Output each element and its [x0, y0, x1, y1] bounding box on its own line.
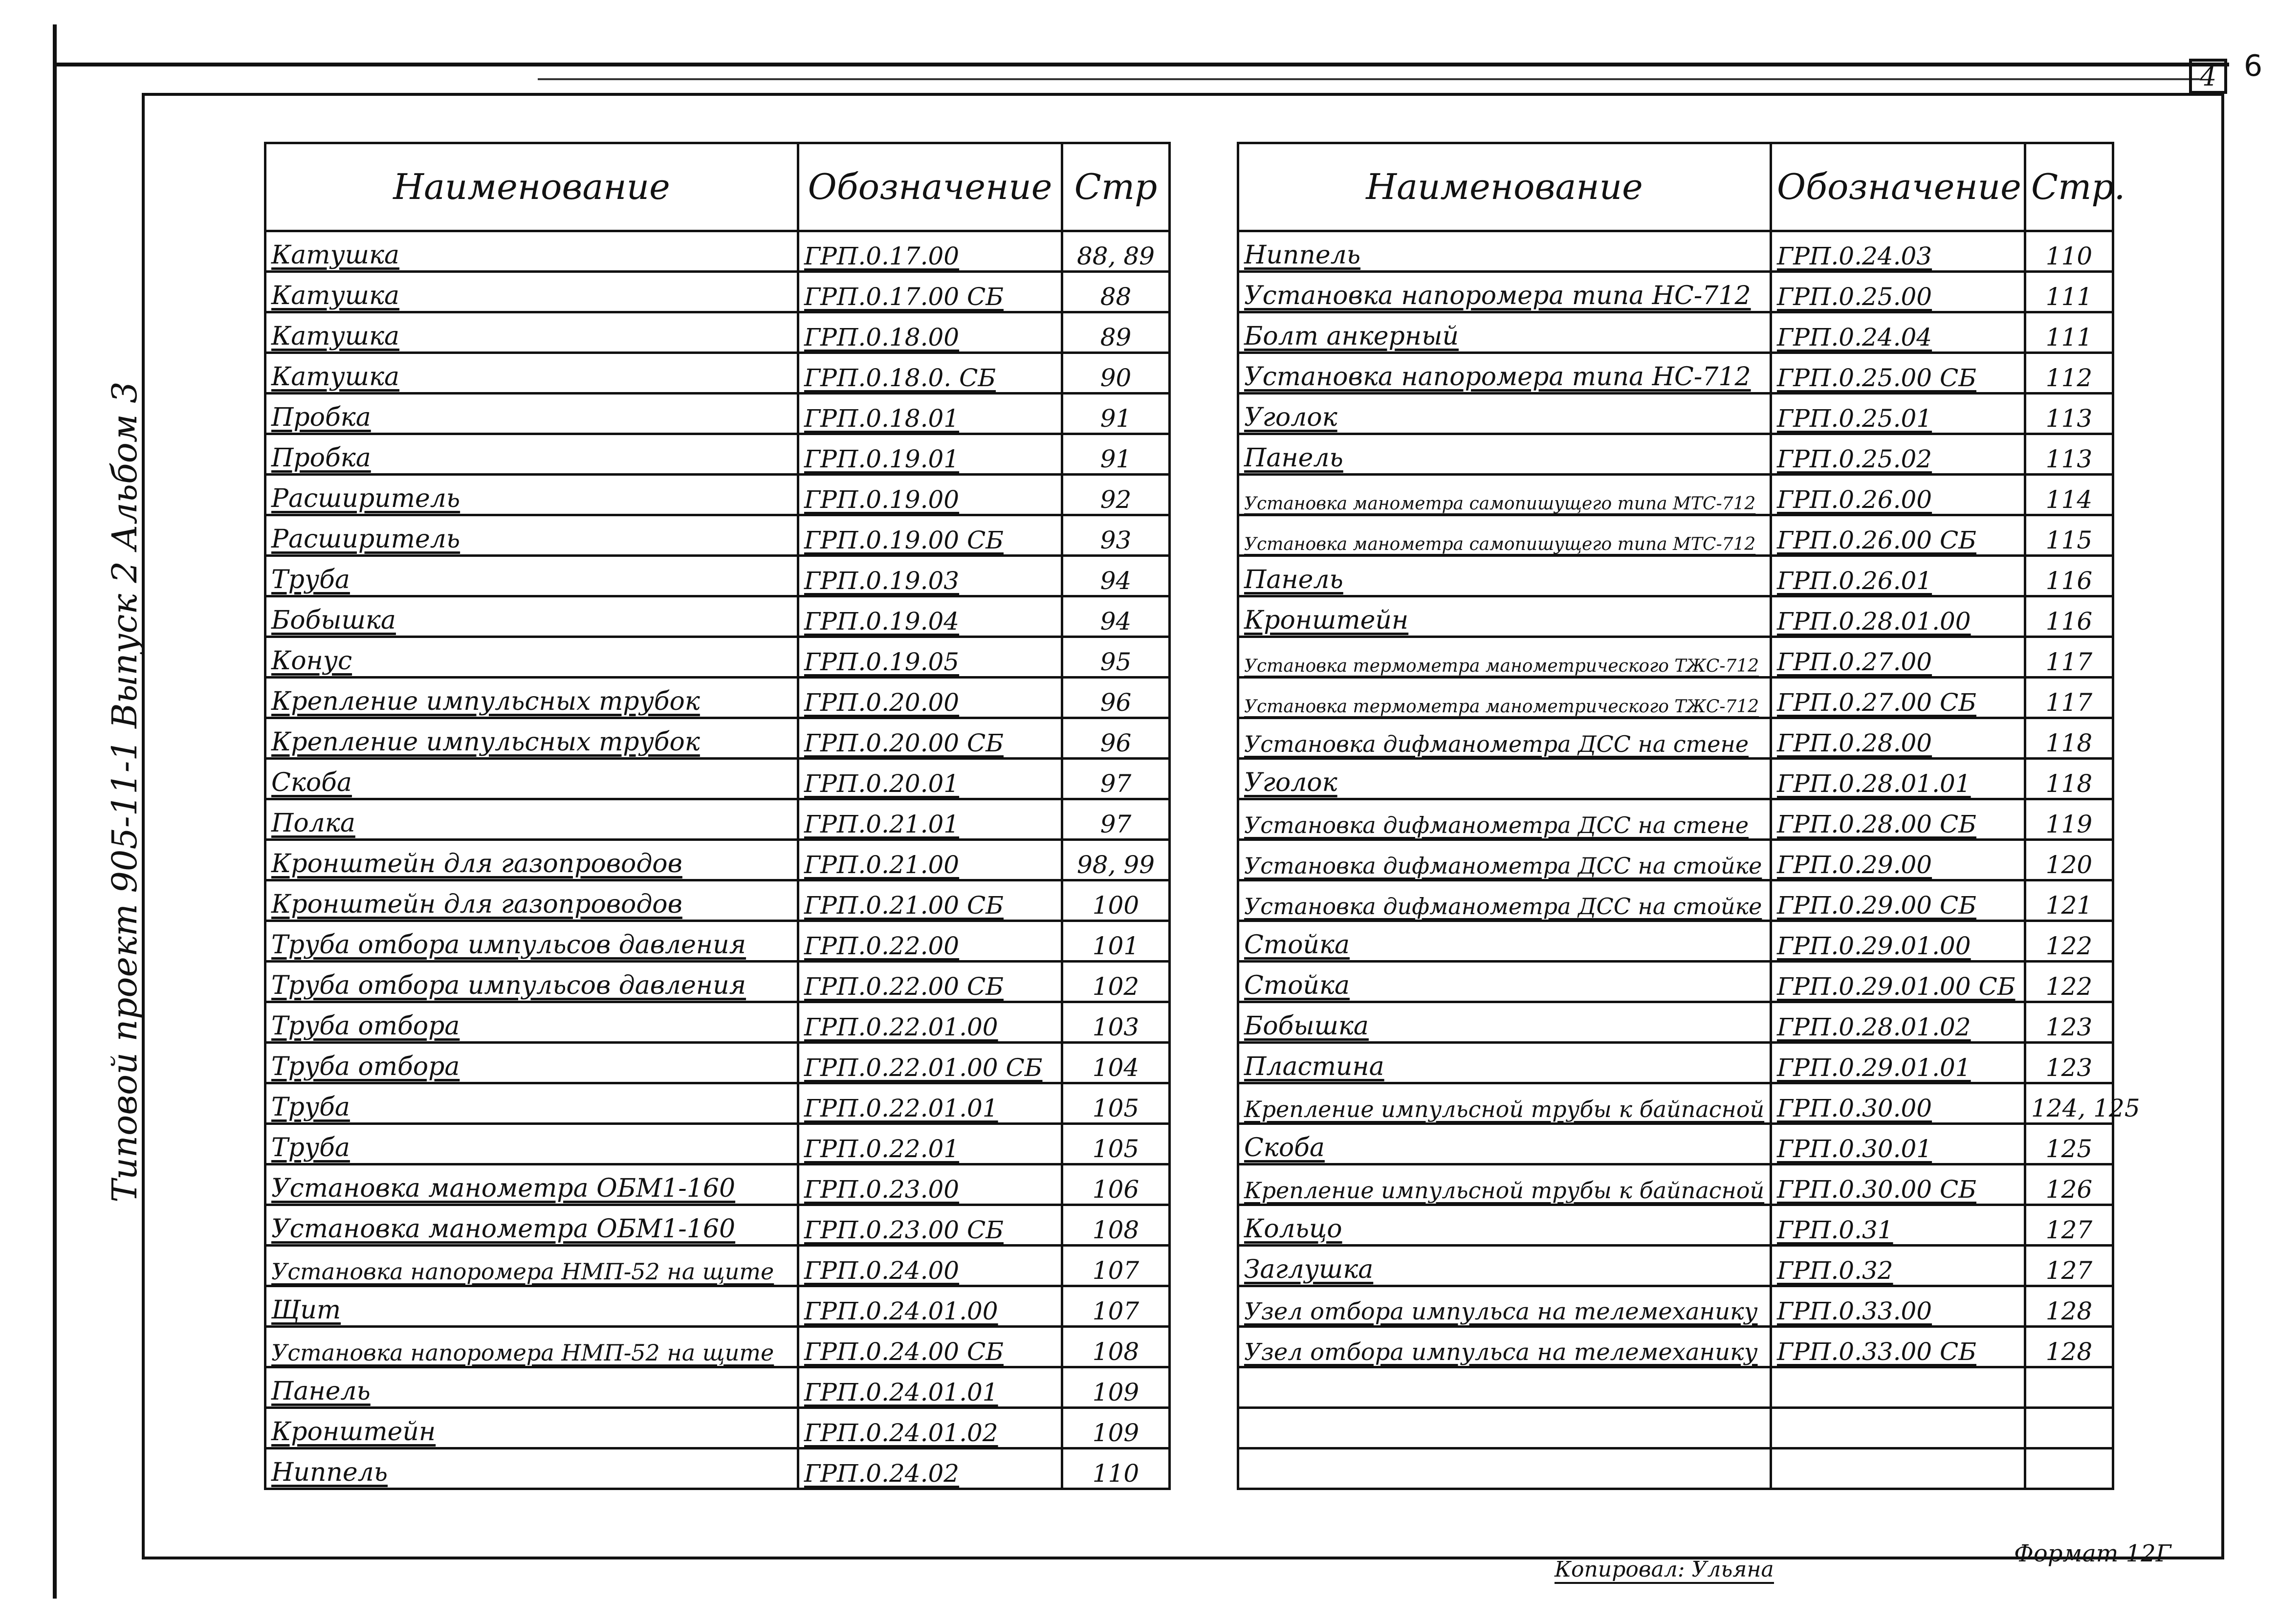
row-code: ГРП.0.18.0. СБ	[798, 353, 1062, 394]
row-name: Пробка	[265, 394, 798, 434]
row-name: Установка термометра манометрического ТЖС-712	[1238, 637, 1771, 678]
row-code: ГРП.0.33.00 СБ	[1771, 1327, 2025, 1367]
row-code: ГРП.0.30.00	[1771, 1083, 2025, 1124]
row-page: 128	[2025, 1327, 2113, 1367]
left-border-line	[53, 24, 57, 1599]
row-page: 111	[2025, 272, 2113, 312]
row-name: Установка дифманометра ДСС на стене	[1238, 718, 1771, 759]
row-page: 127	[2025, 1246, 2113, 1286]
row-name: Бобышка	[265, 596, 798, 637]
table-row	[1238, 962, 2113, 1002]
row-code: ГРП.0.24.00 СБ	[798, 1327, 1062, 1367]
row-code: ГРП.0.19.00 СБ	[798, 515, 1062, 556]
row-page: 108	[1062, 1205, 1170, 1246]
row-code: ГРП.0.29.01.01	[1771, 1043, 2025, 1083]
row-name: Панель	[1238, 434, 1771, 475]
row-code: ГРП.0.25.01	[1771, 394, 2025, 434]
row-page	[2025, 1408, 2113, 1448]
table-row	[1238, 596, 2113, 637]
row-code	[1771, 1408, 2025, 1448]
row-page: 97	[1062, 799, 1170, 840]
row-page: 94	[1062, 556, 1170, 596]
row-name: Болт анкерный	[1238, 312, 1771, 353]
row-code: ГРП.0.25.00	[1771, 272, 2025, 312]
table-row	[265, 515, 1170, 556]
row-code: ГРП.0.24.00	[798, 1246, 1062, 1286]
row-code: ГРП.0.26.01	[1771, 556, 2025, 596]
row-code: ГРП.0.24.03	[1771, 231, 2025, 272]
table-row	[1238, 1408, 2113, 1448]
row-code: ГРП.0.30.00 СБ	[1771, 1164, 2025, 1205]
row-code: ГРП.0.24.01.01	[798, 1367, 1062, 1408]
row-page: 106	[1062, 1164, 1170, 1205]
row-name: Кольцо	[1238, 1205, 1771, 1246]
row-name: Бобышка	[1238, 1002, 1771, 1043]
table-row	[265, 880, 1170, 921]
row-page: 98, 99	[1062, 840, 1170, 880]
row-code: ГРП.0.19.05	[798, 637, 1062, 678]
row-page: 122	[2025, 921, 2113, 962]
left-spec-table	[264, 142, 1171, 1490]
row-name: Катушка	[265, 312, 798, 353]
table-row	[1238, 1205, 2113, 1246]
row-name: Панель	[265, 1367, 798, 1408]
row-code: ГРП.0.32	[1771, 1246, 2025, 1286]
table-row	[1238, 1448, 2113, 1489]
row-name: Труба отбора	[265, 1043, 798, 1083]
table-row	[265, 637, 1170, 678]
row-name: Ниппель	[265, 1448, 798, 1489]
row-page: 101	[1062, 921, 1170, 962]
row-code: ГРП.0.18.01	[798, 394, 1062, 434]
row-name: Установка напоромера типа НС-712	[1238, 272, 1771, 312]
row-code: ГРП.0.21.01	[798, 799, 1062, 840]
row-name: Установка напоромера НМП-52 на щите	[265, 1327, 798, 1367]
row-code: ГРП.0.19.03	[798, 556, 1062, 596]
row-name: Установка термометра манометрического ТЖС-712	[1238, 678, 1771, 718]
row-name: Кронштейн	[1238, 596, 1771, 637]
row-code: ГРП.0.19.01	[798, 434, 1062, 475]
row-name: Установка манометра самопишущего типа МТС-712	[1238, 475, 1771, 515]
row-name: Щит	[265, 1286, 798, 1327]
table-row	[265, 394, 1170, 434]
row-page: 127	[2025, 1205, 2113, 1246]
row-page: 88, 89	[1062, 231, 1170, 272]
row-code	[1771, 1448, 2025, 1489]
row-name: Крепление импульсной трубы к байпасной	[1238, 1164, 1771, 1205]
row-page: 102	[1062, 962, 1170, 1002]
table-row	[265, 434, 1170, 475]
row-page: 113	[2025, 394, 2113, 434]
row-page: 120	[2025, 840, 2113, 880]
row-page: 110	[1062, 1448, 1170, 1489]
row-code	[1771, 1367, 2025, 1408]
row-name: Панель	[1238, 556, 1771, 596]
row-page: 97	[1062, 759, 1170, 799]
row-name: Кронштейн для газопроводов	[265, 880, 798, 921]
table-row	[1238, 1327, 2113, 1367]
row-name: Труба отбора импульсов давления	[265, 921, 798, 962]
table-row	[1238, 840, 2113, 880]
row-code: ГРП.0.27.00 СБ	[1771, 678, 2025, 718]
row-code: ГРП.0.21.00 СБ	[798, 880, 1062, 921]
table-row	[1238, 718, 2113, 759]
row-name: Установка дифманометра ДСС на стойке	[1238, 840, 1771, 880]
row-page: 108	[1062, 1327, 1170, 1367]
row-name	[1238, 1408, 1771, 1448]
row-page: 122	[2025, 962, 2113, 1002]
row-code: ГРП.0.22.01	[798, 1124, 1062, 1164]
table-row	[265, 1327, 1170, 1367]
row-page: 117	[2025, 678, 2113, 718]
row-name: Катушка	[265, 353, 798, 394]
table-row	[265, 759, 1170, 799]
table-row	[265, 1286, 1170, 1327]
row-code: ГРП.0.22.01.00 СБ	[798, 1043, 1062, 1083]
row-code: ГРП.0.22.00	[798, 921, 1062, 962]
right-table-header-row	[1238, 143, 2113, 231]
vertical-project-title: Типовой проект 905-11-1 Выпуск 2 Альбом 3	[105, 381, 145, 1203]
header-page: Стр.	[2025, 143, 2113, 231]
table-row	[1238, 921, 2113, 962]
row-page: 100	[1062, 880, 1170, 921]
table-row	[265, 799, 1170, 840]
row-page: 89	[1062, 312, 1170, 353]
row-code: ГРП.0.25.00 СБ	[1771, 353, 2025, 394]
table-row	[1238, 312, 2113, 353]
table-row	[1238, 1002, 2113, 1043]
row-code: ГРП.0.18.00	[798, 312, 1062, 353]
table-row	[265, 962, 1170, 1002]
row-page: 109	[1062, 1408, 1170, 1448]
table-row	[1238, 1043, 2113, 1083]
row-name: Конус	[265, 637, 798, 678]
row-name	[1238, 1448, 1771, 1489]
row-page: 91	[1062, 394, 1170, 434]
row-page: 118	[2025, 718, 2113, 759]
row-name: Установка манометра ОБМ1-160	[265, 1164, 798, 1205]
row-code: ГРП.0.31	[1771, 1205, 2025, 1246]
table-row	[1238, 515, 2113, 556]
table-row	[265, 475, 1170, 515]
row-name: Уголок	[1238, 759, 1771, 799]
table-row	[265, 353, 1170, 394]
row-page: 111	[2025, 312, 2113, 353]
row-code: ГРП.0.28.01.01	[1771, 759, 2025, 799]
table-row	[1238, 1164, 2113, 1205]
row-name: Кронштейн	[265, 1408, 798, 1448]
row-page: 125	[2025, 1124, 2113, 1164]
table-row	[1238, 231, 2113, 272]
table-row	[1238, 475, 2113, 515]
row-name: Установка манометра ОБМ1-160	[265, 1205, 798, 1246]
header-name: Наименование	[1238, 143, 1771, 231]
table-row	[265, 1408, 1170, 1448]
row-name	[1238, 1367, 1771, 1408]
right-table-body	[1238, 231, 2140, 1489]
row-page: 95	[1062, 637, 1170, 678]
header-name: Наименование	[265, 143, 798, 231]
row-page: 90	[1062, 353, 1170, 394]
row-page	[2025, 1448, 2113, 1489]
row-name: Крепление импульсных трубок	[265, 718, 798, 759]
row-page	[2025, 1367, 2113, 1408]
table-row	[265, 678, 1170, 718]
row-code: ГРП.0.28.00 СБ	[1771, 799, 2025, 840]
table-row	[1238, 556, 2113, 596]
page-number: 4	[2199, 61, 2217, 92]
row-code: ГРП.0.28.01.00	[1771, 596, 2025, 637]
row-page: 104	[1062, 1043, 1170, 1083]
row-name: Установка дифманометра ДСС на стене	[1238, 799, 1771, 840]
left-table-header-row	[265, 143, 1170, 231]
table-row	[1238, 1246, 2113, 1286]
table-row	[1238, 394, 2113, 434]
row-code: ГРП.0.24.01.00	[798, 1286, 1062, 1327]
row-code: ГРП.0.24.01.02	[798, 1408, 1062, 1448]
row-page: 118	[2025, 759, 2113, 799]
table-row	[1238, 434, 2113, 475]
table-row	[265, 1083, 1170, 1124]
table-row	[1238, 678, 2113, 718]
row-page: 105	[1062, 1083, 1170, 1124]
table-row	[265, 1002, 1170, 1043]
row-page: 123	[2025, 1043, 2113, 1083]
row-page: 109	[1062, 1367, 1170, 1408]
table-row	[265, 1246, 1170, 1286]
row-code: ГРП.0.29.01.00	[1771, 921, 2025, 962]
header-code: Обозначение	[1771, 143, 2025, 231]
row-page: 115	[2025, 515, 2113, 556]
row-name: Катушка	[265, 231, 798, 272]
top-thin-line	[538, 78, 2200, 80]
row-page: 116	[2025, 556, 2113, 596]
table-row	[265, 718, 1170, 759]
row-code: ГРП.0.20.00	[798, 678, 1062, 718]
row-code: ГРП.0.19.04	[798, 596, 1062, 637]
row-page: 103	[1062, 1002, 1170, 1043]
row-code: ГРП.0.20.00 СБ	[798, 718, 1062, 759]
row-name: Крепление импульсной трубы к байпасной	[1238, 1083, 1771, 1124]
row-page: 110	[2025, 231, 2113, 272]
table-row	[265, 556, 1170, 596]
table-row	[265, 1043, 1170, 1083]
row-code: ГРП.0.28.01.02	[1771, 1002, 2025, 1043]
table-row	[1238, 880, 2113, 921]
table-row	[265, 272, 1170, 312]
row-name: Труба отбора импульсов давления	[265, 962, 798, 1002]
row-page: 124, 125	[2025, 1083, 2113, 1124]
top-border-line	[54, 63, 2229, 66]
row-code: ГРП.0.28.00	[1771, 718, 2025, 759]
row-name: Узел отбора импульса на телемеханику	[1238, 1327, 1771, 1367]
row-code: ГРП.0.24.04	[1771, 312, 2025, 353]
row-name: Установка напоромера типа НС-712	[1238, 353, 1771, 394]
row-page: 96	[1062, 678, 1170, 718]
row-page: 114	[2025, 475, 2113, 515]
row-code: ГРП.0.22.01.00	[798, 1002, 1062, 1043]
row-page: 116	[2025, 596, 2113, 637]
table-row	[1238, 759, 2113, 799]
row-name: Ниппель	[1238, 231, 1771, 272]
row-page: 94	[1062, 596, 1170, 637]
row-code: ГРП.0.26.00	[1771, 475, 2025, 515]
header-page: Стр	[1062, 143, 1170, 231]
row-page: 117	[2025, 637, 2113, 678]
row-name: Труба	[265, 556, 798, 596]
row-page: 126	[2025, 1164, 2113, 1205]
row-page: 105	[1062, 1124, 1170, 1164]
row-name: Скоба	[265, 759, 798, 799]
row-page: 112	[2025, 353, 2113, 394]
row-name: Крепление импульсных трубок	[265, 678, 798, 718]
format-label: Формат 12Г	[2014, 1540, 2171, 1567]
row-name: Пробка	[265, 434, 798, 475]
row-code: ГРП.0.29.01.00 СБ	[1771, 962, 2025, 1002]
row-name: Уголок	[1238, 394, 1771, 434]
row-name: Установка напоромера НМП-52 на щите	[265, 1246, 798, 1286]
row-code: ГРП.0.23.00 СБ	[798, 1205, 1062, 1246]
row-code: ГРП.0.24.02	[798, 1448, 1062, 1489]
row-page: 91	[1062, 434, 1170, 475]
table-row	[1238, 1083, 2113, 1124]
row-name: Стойка	[1238, 962, 1771, 1002]
row-code: ГРП.0.22.00 СБ	[798, 962, 1062, 1002]
row-code: ГРП.0.26.00 СБ	[1771, 515, 2025, 556]
table-row	[265, 1367, 1170, 1408]
row-page: 93	[1062, 515, 1170, 556]
table-row	[1238, 799, 2113, 840]
row-code: ГРП.0.33.00	[1771, 1286, 2025, 1327]
row-name: Установка дифманометра ДСС на стойке	[1238, 880, 1771, 921]
table-row	[1238, 272, 2113, 312]
row-code: ГРП.0.29.00	[1771, 840, 2025, 880]
row-code: ГРП.0.29.00 СБ	[1771, 880, 2025, 921]
row-name: Расширитель	[265, 515, 798, 556]
row-code: ГРП.0.27.00	[1771, 637, 2025, 678]
row-name: Труба	[265, 1124, 798, 1164]
table-row	[1238, 637, 2113, 678]
row-code: ГРП.0.17.00	[798, 231, 1062, 272]
row-page: 128	[2025, 1286, 2113, 1327]
table-row	[265, 596, 1170, 637]
row-page: 123	[2025, 1002, 2113, 1043]
row-page: 92	[1062, 475, 1170, 515]
row-page: 107	[1062, 1246, 1170, 1286]
row-code: ГРП.0.19.00	[798, 475, 1062, 515]
row-name: Труба отбора	[265, 1002, 798, 1043]
table-row	[1238, 1286, 2113, 1327]
table-row	[265, 231, 1170, 272]
row-code: ГРП.0.23.00	[798, 1164, 1062, 1205]
row-page: 107	[1062, 1286, 1170, 1327]
row-name: Труба	[265, 1083, 798, 1124]
page-number-box	[2189, 59, 2227, 94]
table-row	[265, 1205, 1170, 1246]
row-name: Расширитель	[265, 475, 798, 515]
row-name: Катушка	[265, 272, 798, 312]
header-code: Обозначение	[798, 143, 1062, 231]
row-code: ГРП.0.20.01	[798, 759, 1062, 799]
row-code: ГРП.0.21.00	[798, 840, 1062, 880]
table-row	[265, 921, 1170, 962]
table-row	[1238, 1124, 2113, 1164]
row-page: 121	[2025, 880, 2113, 921]
row-page: 96	[1062, 718, 1170, 759]
row-code: ГРП.0.22.01.01	[798, 1083, 1062, 1124]
table-row	[265, 1448, 1170, 1489]
table-row	[1238, 353, 2113, 394]
right-spec-table	[1237, 142, 2140, 1490]
row-code: ГРП.0.30.01	[1771, 1124, 2025, 1164]
row-name: Установка манометра самопишущего типа МТС-712	[1238, 515, 1771, 556]
row-page: 113	[2025, 434, 2113, 475]
table-row	[265, 840, 1170, 880]
row-page: 88	[1062, 272, 1170, 312]
corner-mark: 6	[2244, 49, 2263, 83]
row-name: Полка	[265, 799, 798, 840]
row-page: 119	[2025, 799, 2113, 840]
row-name: Заглушка	[1238, 1246, 1771, 1286]
left-table-body	[265, 231, 1170, 1489]
row-name: Узел отбора импульса на телемеханику	[1238, 1286, 1771, 1327]
row-name: Пластина	[1238, 1043, 1771, 1083]
row-name: Скоба	[1238, 1124, 1771, 1164]
row-name: Кронштейн для газопроводов	[265, 840, 798, 880]
row-code: ГРП.0.17.00 СБ	[798, 272, 1062, 312]
copied-by-label: Копировал: Ульяна	[1555, 1557, 1774, 1584]
row-code: ГРП.0.25.02	[1771, 434, 2025, 475]
table-row	[265, 1164, 1170, 1205]
table-row	[265, 1124, 1170, 1164]
row-name: Стойка	[1238, 921, 1771, 962]
table-row	[265, 312, 1170, 353]
table-row	[1238, 1367, 2113, 1408]
